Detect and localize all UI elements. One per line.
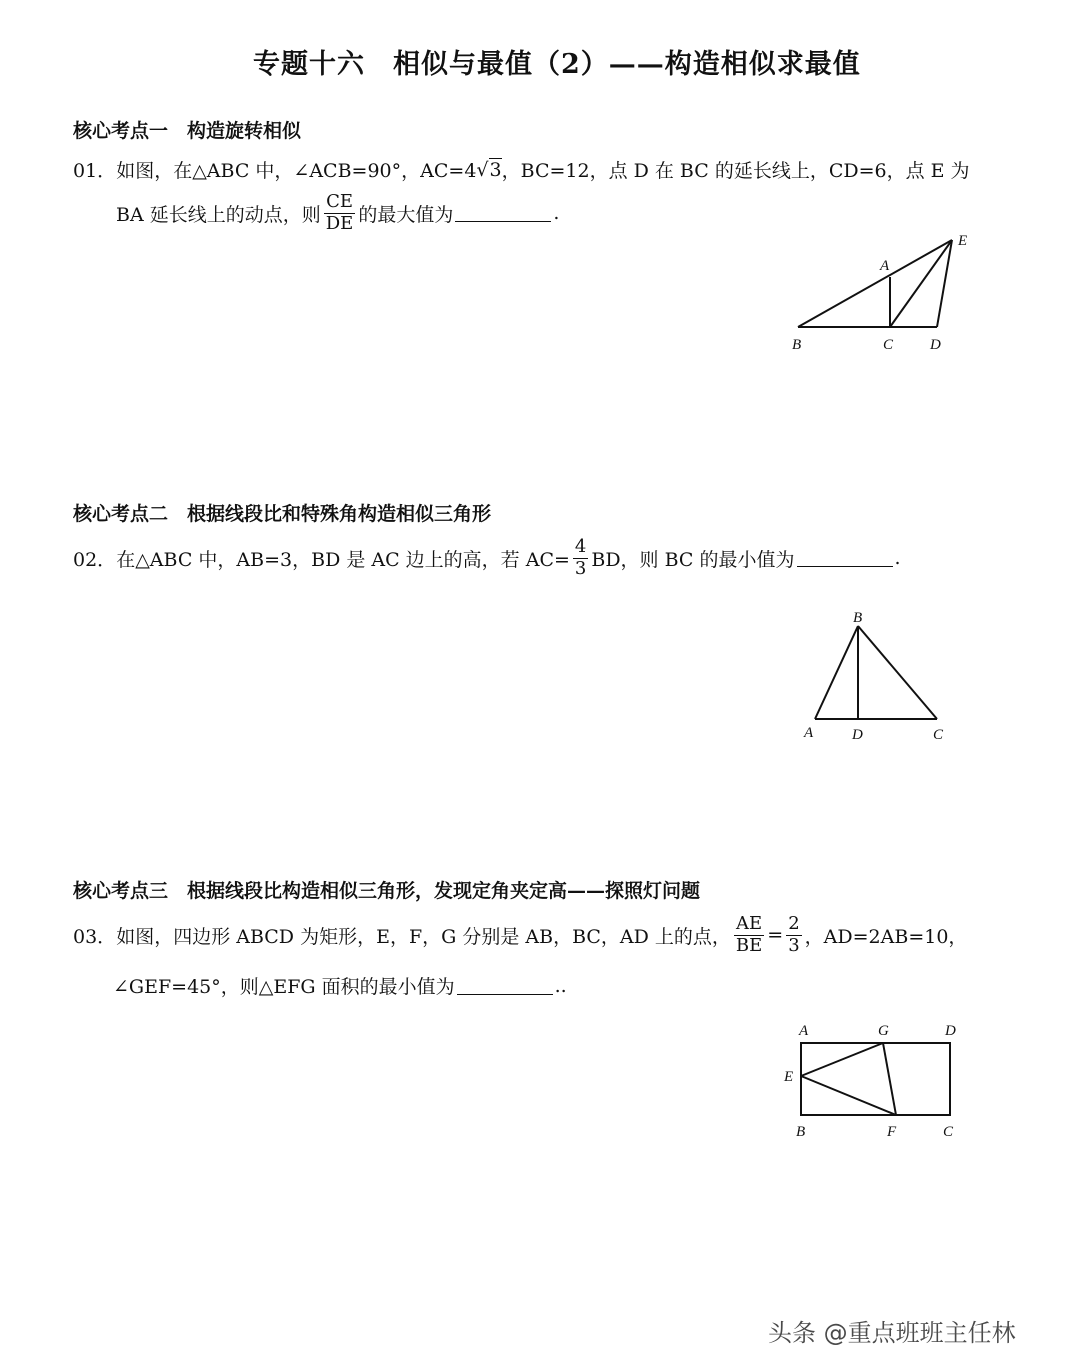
section-3-heading: 核心考点三 根据线段比构造相似三角形，发现定角夹定高——探照灯问题 xyxy=(73,880,701,902)
label-c: C xyxy=(933,727,944,743)
problem-1-text-c: BA 延长线上的动点，则 xyxy=(116,203,321,226)
fraction-numerator: 4 xyxy=(574,536,587,557)
segment-bc xyxy=(858,626,937,719)
fraction-denominator: 3 xyxy=(788,934,800,956)
section-2-heading: 核心考点二 根据线段比和特殊角构造相似三角形 xyxy=(73,503,492,525)
problem-3-end: .. xyxy=(554,974,567,997)
label-c: C xyxy=(943,1124,954,1140)
section-1-heading: 核心考点一 构造旋转相似 xyxy=(73,120,302,142)
problem-3-line-2 xyxy=(113,972,567,999)
figure-3-rectangle-diagram xyxy=(775,1018,975,1148)
rectangle-abcd xyxy=(801,1043,950,1115)
fraction-numerator: AE xyxy=(736,913,763,934)
watermark-text: 头条 @重点班班主任林 xyxy=(768,1319,1016,1347)
fraction-2-3 xyxy=(786,914,801,956)
segment-gf xyxy=(883,1043,896,1115)
fraction-numerator: CE xyxy=(326,191,353,212)
figure-2-triangle-diagram xyxy=(795,604,955,749)
label-a: A xyxy=(804,725,814,741)
label-d: D xyxy=(852,727,863,743)
page-title: 专题十六 相似与最值（2）——构造相似求最值 xyxy=(253,49,861,80)
problem-3-text-a: 如图，四边形 ABCD 为矩形，E，F，G 分别是 AB，BC，AD 上的点， xyxy=(116,925,731,948)
segment-de xyxy=(937,240,952,327)
fraction-ae-be xyxy=(734,914,764,956)
label-a: A xyxy=(880,258,890,274)
label-a: A xyxy=(799,1023,809,1039)
answer-blank-3[interactable] xyxy=(457,993,553,995)
problem-3-text-b: ，AD=2AB=10， xyxy=(804,925,968,948)
fraction-denominator: 3 xyxy=(574,557,587,579)
equals-sign: = xyxy=(767,924,784,947)
problem-1-text-d: 的最大值为 xyxy=(358,203,454,226)
sqrt-symbol: √ xyxy=(476,158,489,181)
sqrt-radicand: 3 xyxy=(489,159,502,181)
problem-1-end: . xyxy=(553,202,560,225)
fraction-numerator: 2 xyxy=(788,913,800,934)
label-f: F xyxy=(887,1124,897,1140)
label-b: B xyxy=(796,1124,806,1140)
fraction-4-3 xyxy=(573,537,588,579)
problem-1-line-2 xyxy=(116,192,559,234)
segment-ab xyxy=(815,626,858,719)
problem-3-line-1 xyxy=(73,914,967,956)
problem-3-number: 03． xyxy=(73,925,117,948)
problem-2-line-1 xyxy=(73,537,901,579)
label-e: E xyxy=(784,1069,794,1085)
segment-eg xyxy=(801,1043,883,1076)
problem-3-text-c: ∠GEF=45°，则△EFG 面积的最小值为 xyxy=(113,976,455,998)
fraction-denominator: BE xyxy=(735,934,763,956)
problem-1-text-a: 如图，在△ABC 中，∠ACB=90°，AC=4 xyxy=(116,160,477,182)
answer-blank-1[interactable] xyxy=(455,220,551,222)
problem-2-text-a: 在△ABC 中，AB=3，BD 是 AC 边上的高，若 AC= xyxy=(116,548,570,571)
label-c: C xyxy=(883,337,894,353)
fraction-ce-de xyxy=(324,192,356,234)
label-b: B xyxy=(792,337,802,353)
segment-ce xyxy=(890,240,952,327)
problem-2-text-b: BD，则 BC 的最小值为 xyxy=(591,548,795,571)
label-d: D xyxy=(930,337,941,353)
label-d: D xyxy=(945,1023,956,1039)
problem-1-line-1 xyxy=(73,156,970,183)
label-g: G xyxy=(878,1023,889,1039)
segment-ef xyxy=(801,1076,896,1115)
label-e: E xyxy=(958,233,968,249)
fraction-denominator: DE xyxy=(325,212,354,234)
figure-1-triangle-diagram xyxy=(780,228,980,358)
problem-2-end: . xyxy=(894,547,901,570)
problem-2-number: 02． xyxy=(73,548,117,571)
label-b: B xyxy=(853,610,863,626)
answer-blank-2[interactable] xyxy=(797,565,893,567)
problem-1-text-b: ，BC=12，点 D 在 BC 的延长线上，CD=6，点 E 为 xyxy=(501,160,970,182)
segment-be xyxy=(798,240,952,327)
problem-1-number: 01． xyxy=(73,160,117,182)
